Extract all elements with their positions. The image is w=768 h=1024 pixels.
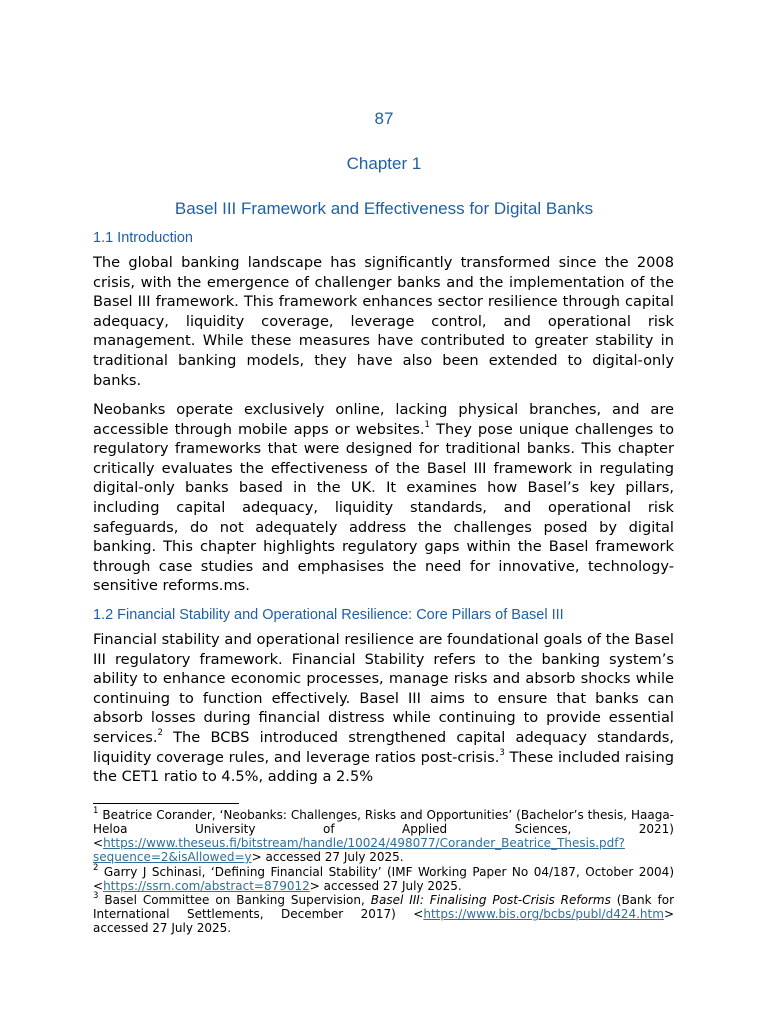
page-number: 87 [374,109,394,128]
footnote-ref-2[interactable]: 2 [157,728,163,739]
paragraph-text: They pose unique challenges to regulatory frameworks that were designed for traditional banks. This chapter critically evaluates the effectiveness of the Basel III framework in regulating digital-only banks based in the UK. It examines how Basel’s key pillars, including capital adequacy, liquidity standards, and operational risk safeguards, do not adequately address the challenges posed by digital banking. This chapter highlights regulatory gaps within the Basel framework through case studies and emphasises the need for innovative, technology-sensitive reforms.ms. [93,420,675,595]
footnote-number: 3 [93,891,99,901]
intro-paragraph-2 [93,400,674,596]
paragraph-text: These included raising the CET1 ratio to 4.5%, adding a 2.5% [93,748,674,786]
footnote-ref-3[interactable]: 3 [499,747,505,758]
paragraph-text: Financial stability and operational resilience are foundational goals of the Basel III regulatory framework. Financial Stability refers to the banking system’s ability to enhance economic processes, manage risks and absorb shocks while continuing to function effectively. Basel III aims to ensure that banks can absorb losses during financial distress while continuing to provide essential services. [93,631,674,746]
chapter-title: Basel III Framework and Effectiveness for Digital Banks [174,199,594,218]
footnote-2 [93,865,674,893]
paragraph-text: The BCBS introduced strengthened capital adequacy standards, liquidity coverage rules, and leverage ratios post-crisis. [93,728,674,766]
footnote-number: 1 [93,806,99,816]
intro-paragraph-1: The global banking landscape has significantly transformed since the 2008 crisis, with the emergence of challenger banks and the implementation of the Basel III framework. This framework enhances sector resilience through capital adequacy, liquidity coverage, leverage control, and operational risk management. While these measures have contributed to greater stability in traditional banking models, they have also been extended to digital-only banks. [93,254,674,389]
section-heading-financial-stability: 1.2 Financial Stability and Operational Resilience: Core Pillars of Basel III [93,607,564,623]
footnote-link[interactable]: https://www.theseus.fi/bitstream/handle/10024/498077/Corander_Beatrice_Thesis.pdf?sequence=2&isAllowed=y [93,836,625,864]
footnote-text: (Bank for International Settlements, December 2017) < [93,893,675,921]
paragraph-text: Neobanks operate exclusively online, lacking physical branches, and are accessible through mobile apps or websites. [93,401,674,438]
footnote-text: > accessed 27 July 2025. [251,850,404,864]
section-heading-introduction: 1.1 Introduction [93,230,193,246]
footnote-link[interactable]: https://ssrn.com/abstract=879012 [103,879,310,893]
footnote-text: Garry J Schinasi, ‘Defining Financial Stability’ (IMF Working Paper No 04/187, October 2004) < [93,865,674,893]
footnote-separator [93,803,239,804]
footnote-link[interactable]: https://www.bis.org/bcbs/publ/d424.htm [423,907,664,921]
footnote-ref-1[interactable]: 1 [424,419,430,430]
footnote-text: > accessed 27 July 2025. [93,907,674,935]
footnote-3 [93,893,674,935]
chapter-label: Chapter 1 [346,154,422,173]
financial-stability-paragraph [93,630,674,787]
footnote-number: 2 [93,863,99,873]
footnote-1 [93,808,674,864]
footnote-text: Beatrice Corander, ‘Neobanks: Challenges, Risks and Opportunities’ (Bachelor’s thesis, Haaga-Heloa University of Applied Sciences, 2021) < [93,808,674,850]
footnote-italic-title: Basel III: Finalising Post-Crisis Reforms [370,893,611,907]
footnote-text: Basel Committee on Banking Supervision, [98,893,371,907]
footnote-text: > accessed 27 July 2025. [309,879,462,893]
